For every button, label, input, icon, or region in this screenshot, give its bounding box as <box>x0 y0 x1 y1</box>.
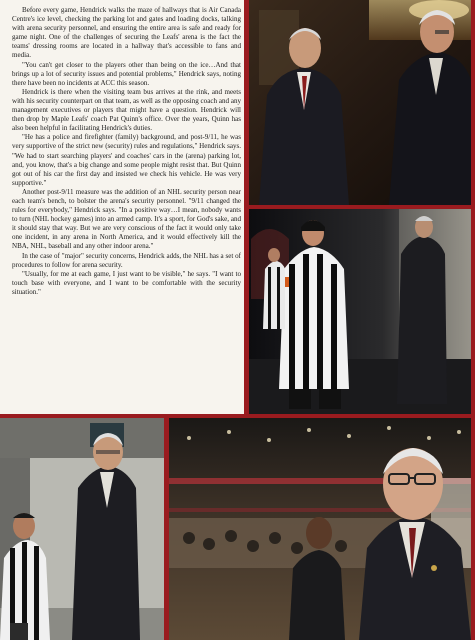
article-paragraph: Hendrick is there when the visiting team bus arrives at the rink, and meets with his security counterpart on that team, as well as the opposing coach and any management executives or players that might have a question. Hendrick will then drop by Maple Leafs' coach Pat Quinn's office. Over the years, Quinn has also been helpful in facilitating Hendrick's duties. <box>12 87 241 133</box>
article-body <box>12 6 241 410</box>
article-paragraph: "You can't get closer to the players other than being on the ice…And that brings up a lot of security issues and potential problems," Hendrick says, noting there have been no incidents at ACC this season. <box>12 60 241 87</box>
article-paragraph: Another post-9/11 measure was the addition of an NHL security person near each team's bench, to bolster the arena's security personnel. "9/11 changed the rules for everybody," Hendrick says. "In a positive way…I mean, nobody wants to turn (NHL hockey games) into an armed camp. It's a sport, for God's sake, and it should stay that way. But we are very conscious of the fact it would only take one incident, in any arena in North America, and it would effectively kill the NBA, NHL, baseball and any other indoor arena." <box>12 187 241 251</box>
photo-hallway-conversation <box>249 0 471 205</box>
tunnel-photo-image <box>249 209 471 414</box>
article-paragraph: "He has a police and firefighter (family) background, and post-9/11, he was very supportive of the strict new (security) rules and regulations," Hendrick says. "We had to start searching players' and coaches' cars in the (arena) parking lot, and, you know, that's a big change and some people might resist that. But Quinn got out of his car the first day and insisted we check his vehicle. He was very supportive." <box>12 133 241 187</box>
article-paragraph: "Usually, for me at each game, I just want to be visible," he says. "I want to touch base with everyone, and I want to be comfortable with the security situation." <box>12 269 241 296</box>
seated-referee-photo-image <box>0 418 164 640</box>
article-paragraph: Before every game, Hendrick walks the maze of hallways that is Air Canada Centre's ice level, checking the parking lot and gates and loading docks, talking with arena security personnel, and ensuring the entire area is safe and ready for game night. One of the challenges of securing the Leafs' arena is the fact the teams' dressing rooms are located in a hallway that's accessible to fans and media. <box>12 6 241 60</box>
arena-photo-image <box>169 418 471 640</box>
photo-arena-crowd <box>169 418 471 640</box>
article-paragraph: In the case of "major" security concerns, Hendrick adds, the NHL has a set of procedures to follow for arena security. <box>12 251 241 269</box>
photo-referee-seated <box>0 418 164 640</box>
divider-right-edge <box>471 0 475 640</box>
photo-referee-tunnel <box>249 209 471 414</box>
hallway-photo-image <box>249 0 471 205</box>
